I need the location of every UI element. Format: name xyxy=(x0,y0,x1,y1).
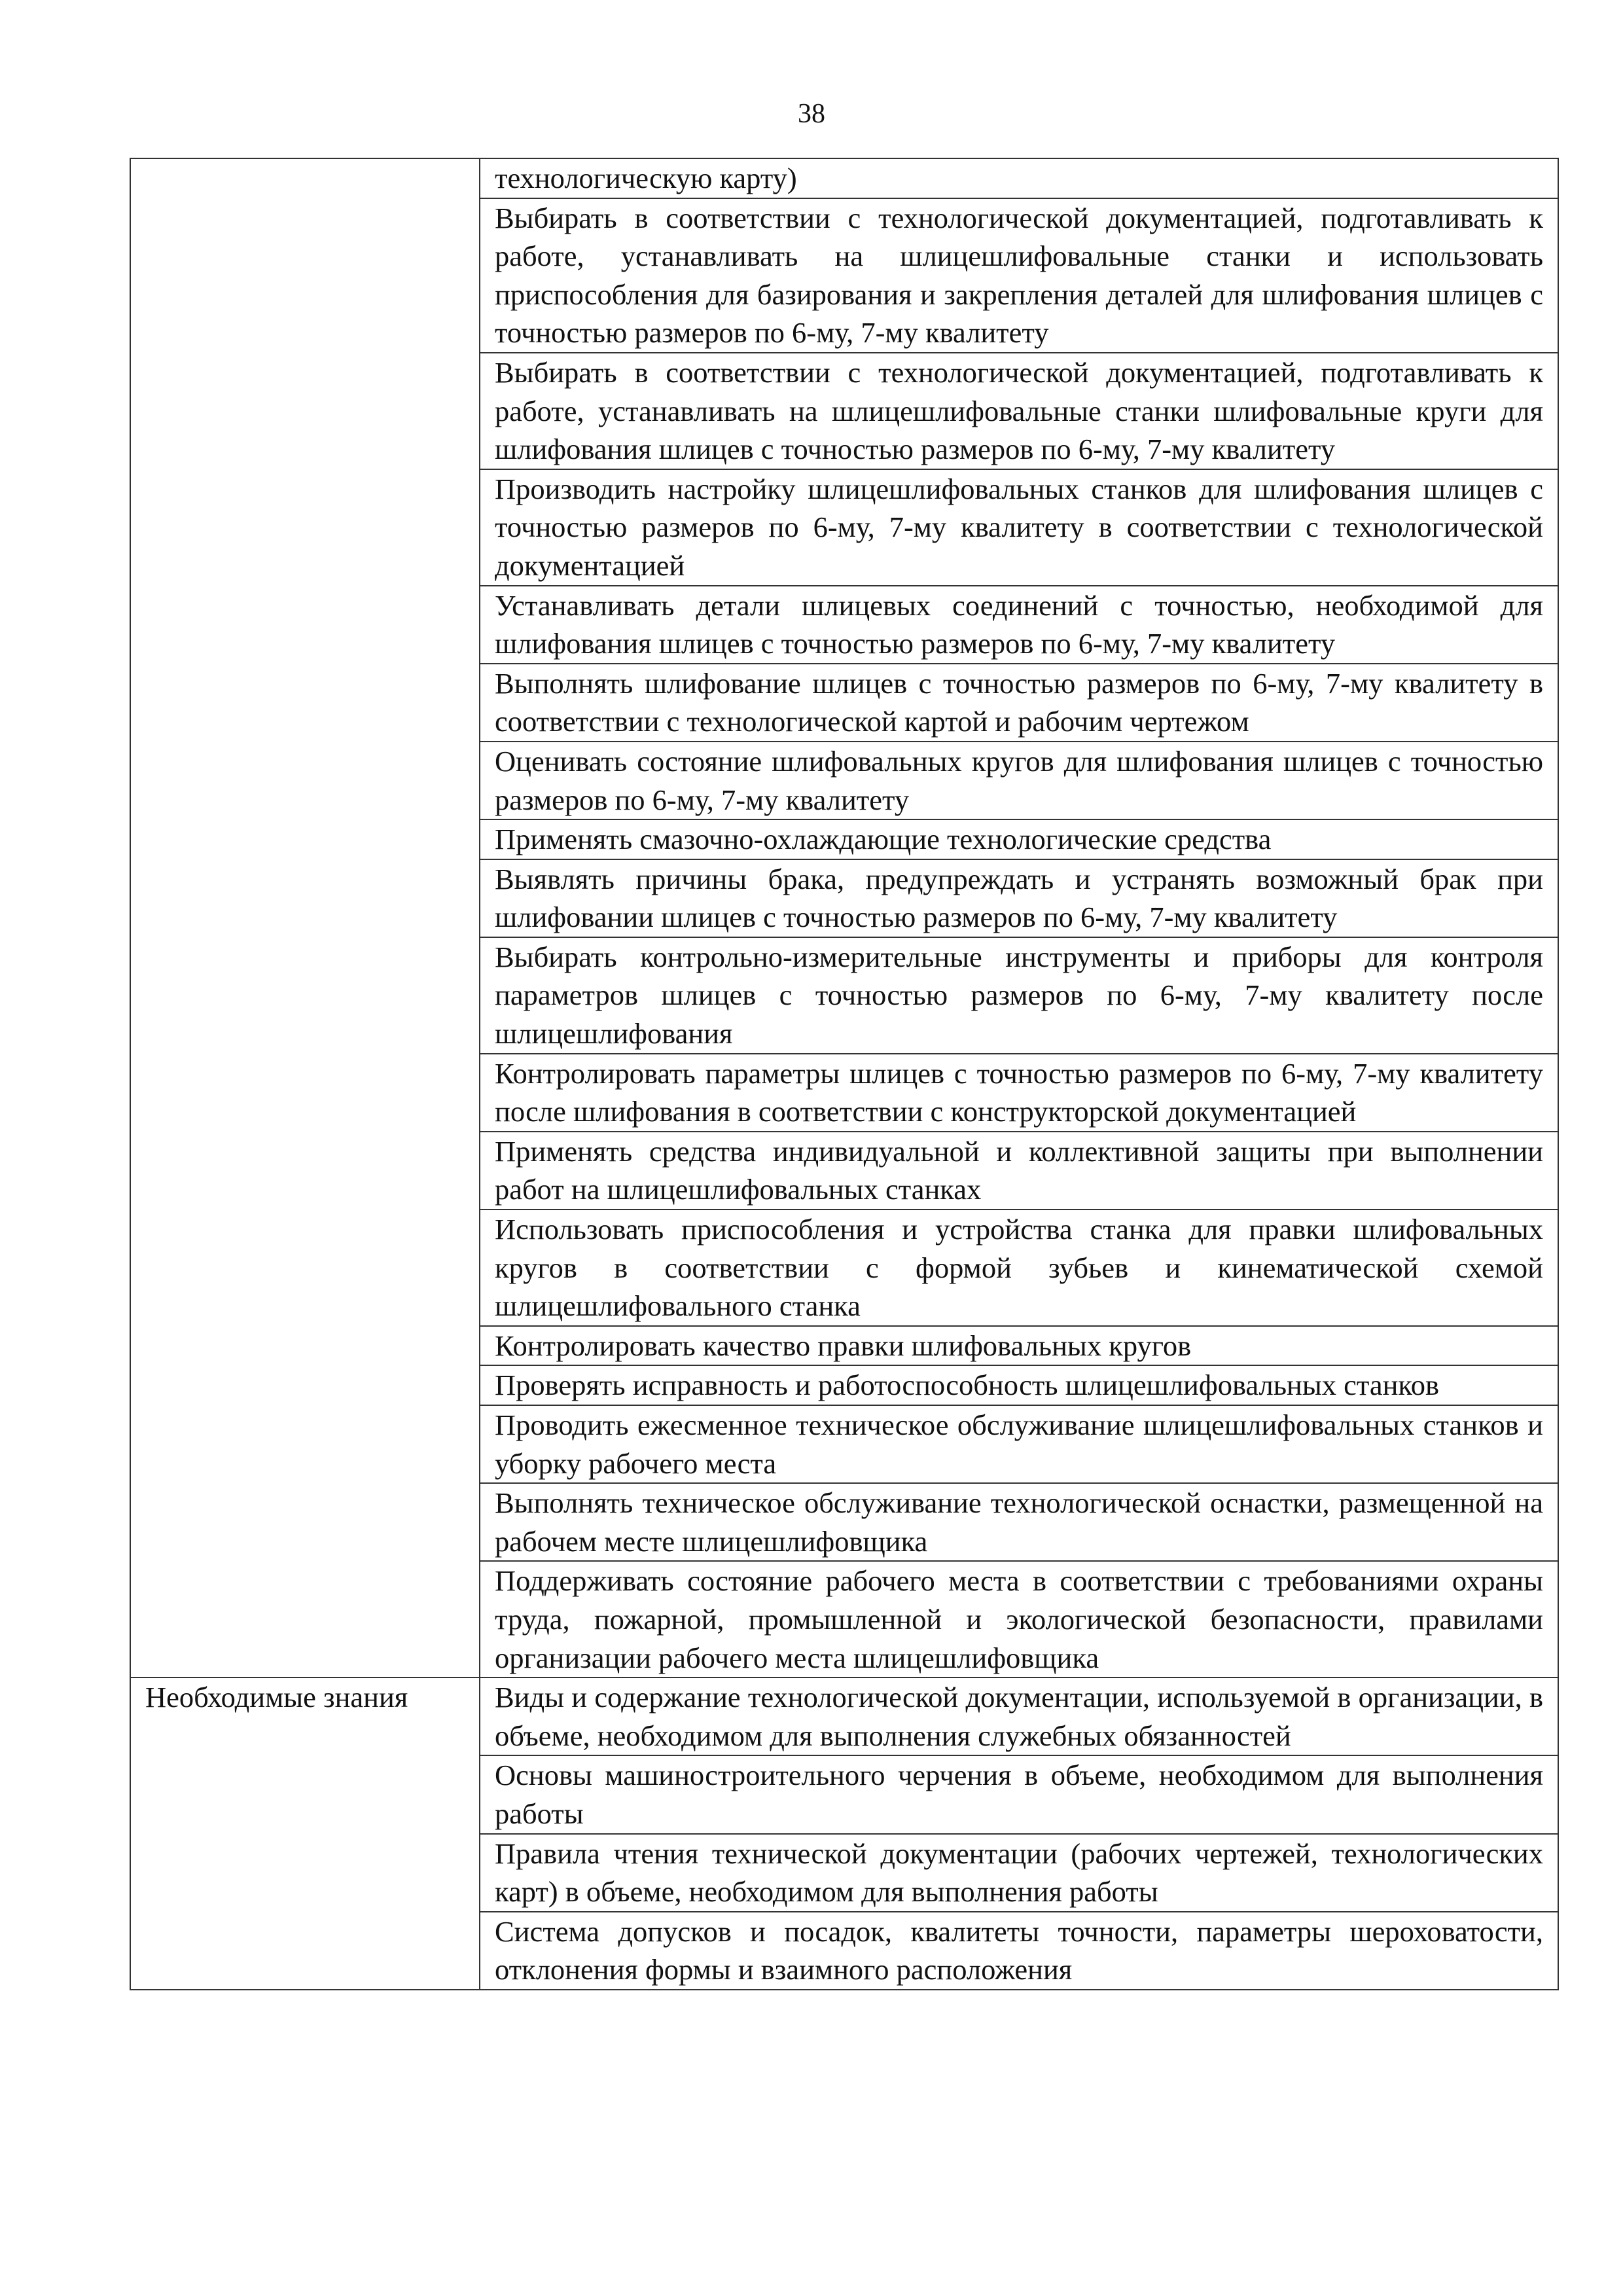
skill-text: Применять смазочно-охлаждающие технологические средства xyxy=(495,823,1272,856)
skill-cell xyxy=(480,1483,1558,1561)
table-row xyxy=(130,158,1558,198)
skill-cell xyxy=(480,742,1558,819)
table-row xyxy=(130,1677,1558,1755)
skill-cell xyxy=(480,1132,1558,1210)
competency-table xyxy=(130,158,1559,1990)
skill-text: Проверять исправность и работоспособность шлицешлифовальных станков xyxy=(495,1369,1440,1402)
skill-cell xyxy=(480,469,1558,586)
skill-cell xyxy=(480,664,1558,742)
skill-cell xyxy=(480,1561,1558,1677)
skill-text: технологическую карту) xyxy=(495,162,797,194)
skill-cell xyxy=(480,937,1558,1054)
page-number: 38 xyxy=(798,99,825,129)
section-label-cell xyxy=(130,1677,480,1990)
skill-text: Применять средства индивидуальной и коллективной защиты при выполнении работ на шлицешлифовальных станках xyxy=(495,1134,1543,1206)
skill-cell xyxy=(480,1326,1558,1366)
knowledge-cell xyxy=(480,1834,1558,1912)
knowledge-text: Правила чтения технической документации (рабочих чертежей, технологических карт) в объеме, необходимом для выполнения работы xyxy=(495,1837,1543,1909)
skill-cell xyxy=(480,1054,1558,1132)
skill-text: Устанавливать детали шлицевых соединений с точностью, необходимой для шлифования шлицев с точностью размеров по 6-му, 7-му квалитету xyxy=(495,588,1543,660)
skill-cell xyxy=(480,586,1558,664)
skill-text: Выбирать контрольно-измерительные инструменты и приборы для контроля параметров шлицев с точностью размеров по 6-му, 7-му квалитету после шлицешлифования xyxy=(495,940,1543,1050)
knowledge-cell xyxy=(480,1755,1558,1833)
skill-cell xyxy=(480,198,1558,353)
knowledge-text: Система допусков и посадок, квалитеты точности, параметры шероховатости, отклонения формы и взаимного расположения xyxy=(495,1914,1543,1986)
skill-text: Выявлять причины брака, предупреждать и устранять возможный брак при шлифовании шлицев с точностью размеров по 6-му, 7-му квалитету xyxy=(495,862,1543,934)
skill-cell xyxy=(480,859,1558,937)
skill-text: Производить настройку шлицешлифовальных станков для шлифования шлицев с точностью размеров по 6-му, 7-му квалитету в соответствии с технологической документацией xyxy=(495,472,1543,582)
section-label: Необходимые знания xyxy=(145,1681,408,1714)
skill-cell xyxy=(480,158,1558,198)
knowledge-cell xyxy=(480,1912,1558,1990)
section-label-cell-empty xyxy=(130,158,480,1677)
skill-text: Использовать приспособления и устройства станка для правки шлифовальных кругов в соответствии с формой зубьев и кинематической схемой шлицешлифовального станка xyxy=(495,1213,1543,1323)
skill-cell xyxy=(480,819,1558,859)
skill-cell xyxy=(480,1365,1558,1405)
skill-text: Оценивать состояние шлифовальных кругов для шлифования шлицев с точностью размеров по 6-му, 7-му квалитету xyxy=(495,744,1543,816)
knowledge-text: Основы машиностроительного черчения в объеме, необходимом для выполнения работы xyxy=(495,1759,1543,1830)
skill-text: Выбирать в соответствии с технологической документацией, подготавливать к работе, устанавливать на шлицешлифовальные станки и использовать приспособления для базирования и закрепления деталей для шлифования шлицев с точностью размеров по 6-му, 7-му квалитету xyxy=(495,201,1543,350)
skill-cell xyxy=(480,353,1558,469)
skill-cell xyxy=(480,1405,1558,1483)
skill-cell xyxy=(480,1210,1558,1326)
knowledge-text: Виды и содержание технологической документации, используемой в организации, в объеме, необходимом для выполнения служебных обязанностей xyxy=(495,1681,1543,1752)
skill-text: Контролировать качество правки шлифовальных кругов xyxy=(495,1329,1192,1362)
skill-text: Поддерживать состояние рабочего места в соответствии с требованиями охраны труда, пожарной, промышленной и экологической безопасности, правилами организации рабочего места шлицешлифовщика xyxy=(495,1564,1543,1674)
skill-text: Выбирать в соответствии с технологической документацией, подготавливать к работе, устанавливать на шлицешлифовальные станки шлифовальные круги для шлифования шлицев с точностью размеров по 6-му, 7-му квалитету xyxy=(495,355,1543,466)
knowledge-cell xyxy=(480,1677,1558,1755)
skill-text: Контролировать параметры шлицев с точностью размеров по 6-му, 7-му квалитету после шлифования в соответствии с конструкторской документацией xyxy=(495,1056,1543,1128)
skill-text: Выполнять шлифование шлицев с точностью размеров по 6-му, 7-му квалитету в соответствии с технологической картой и рабочим чертежом xyxy=(495,666,1543,738)
skill-text: Выполнять техническое обслуживание технологической оснастки, размещенной на рабочем месте шлицешлифовщика xyxy=(495,1486,1543,1558)
skill-text: Проводить ежесменное техническое обслуживание шлицешлифовальных станков и уборку рабочего места xyxy=(495,1408,1543,1480)
